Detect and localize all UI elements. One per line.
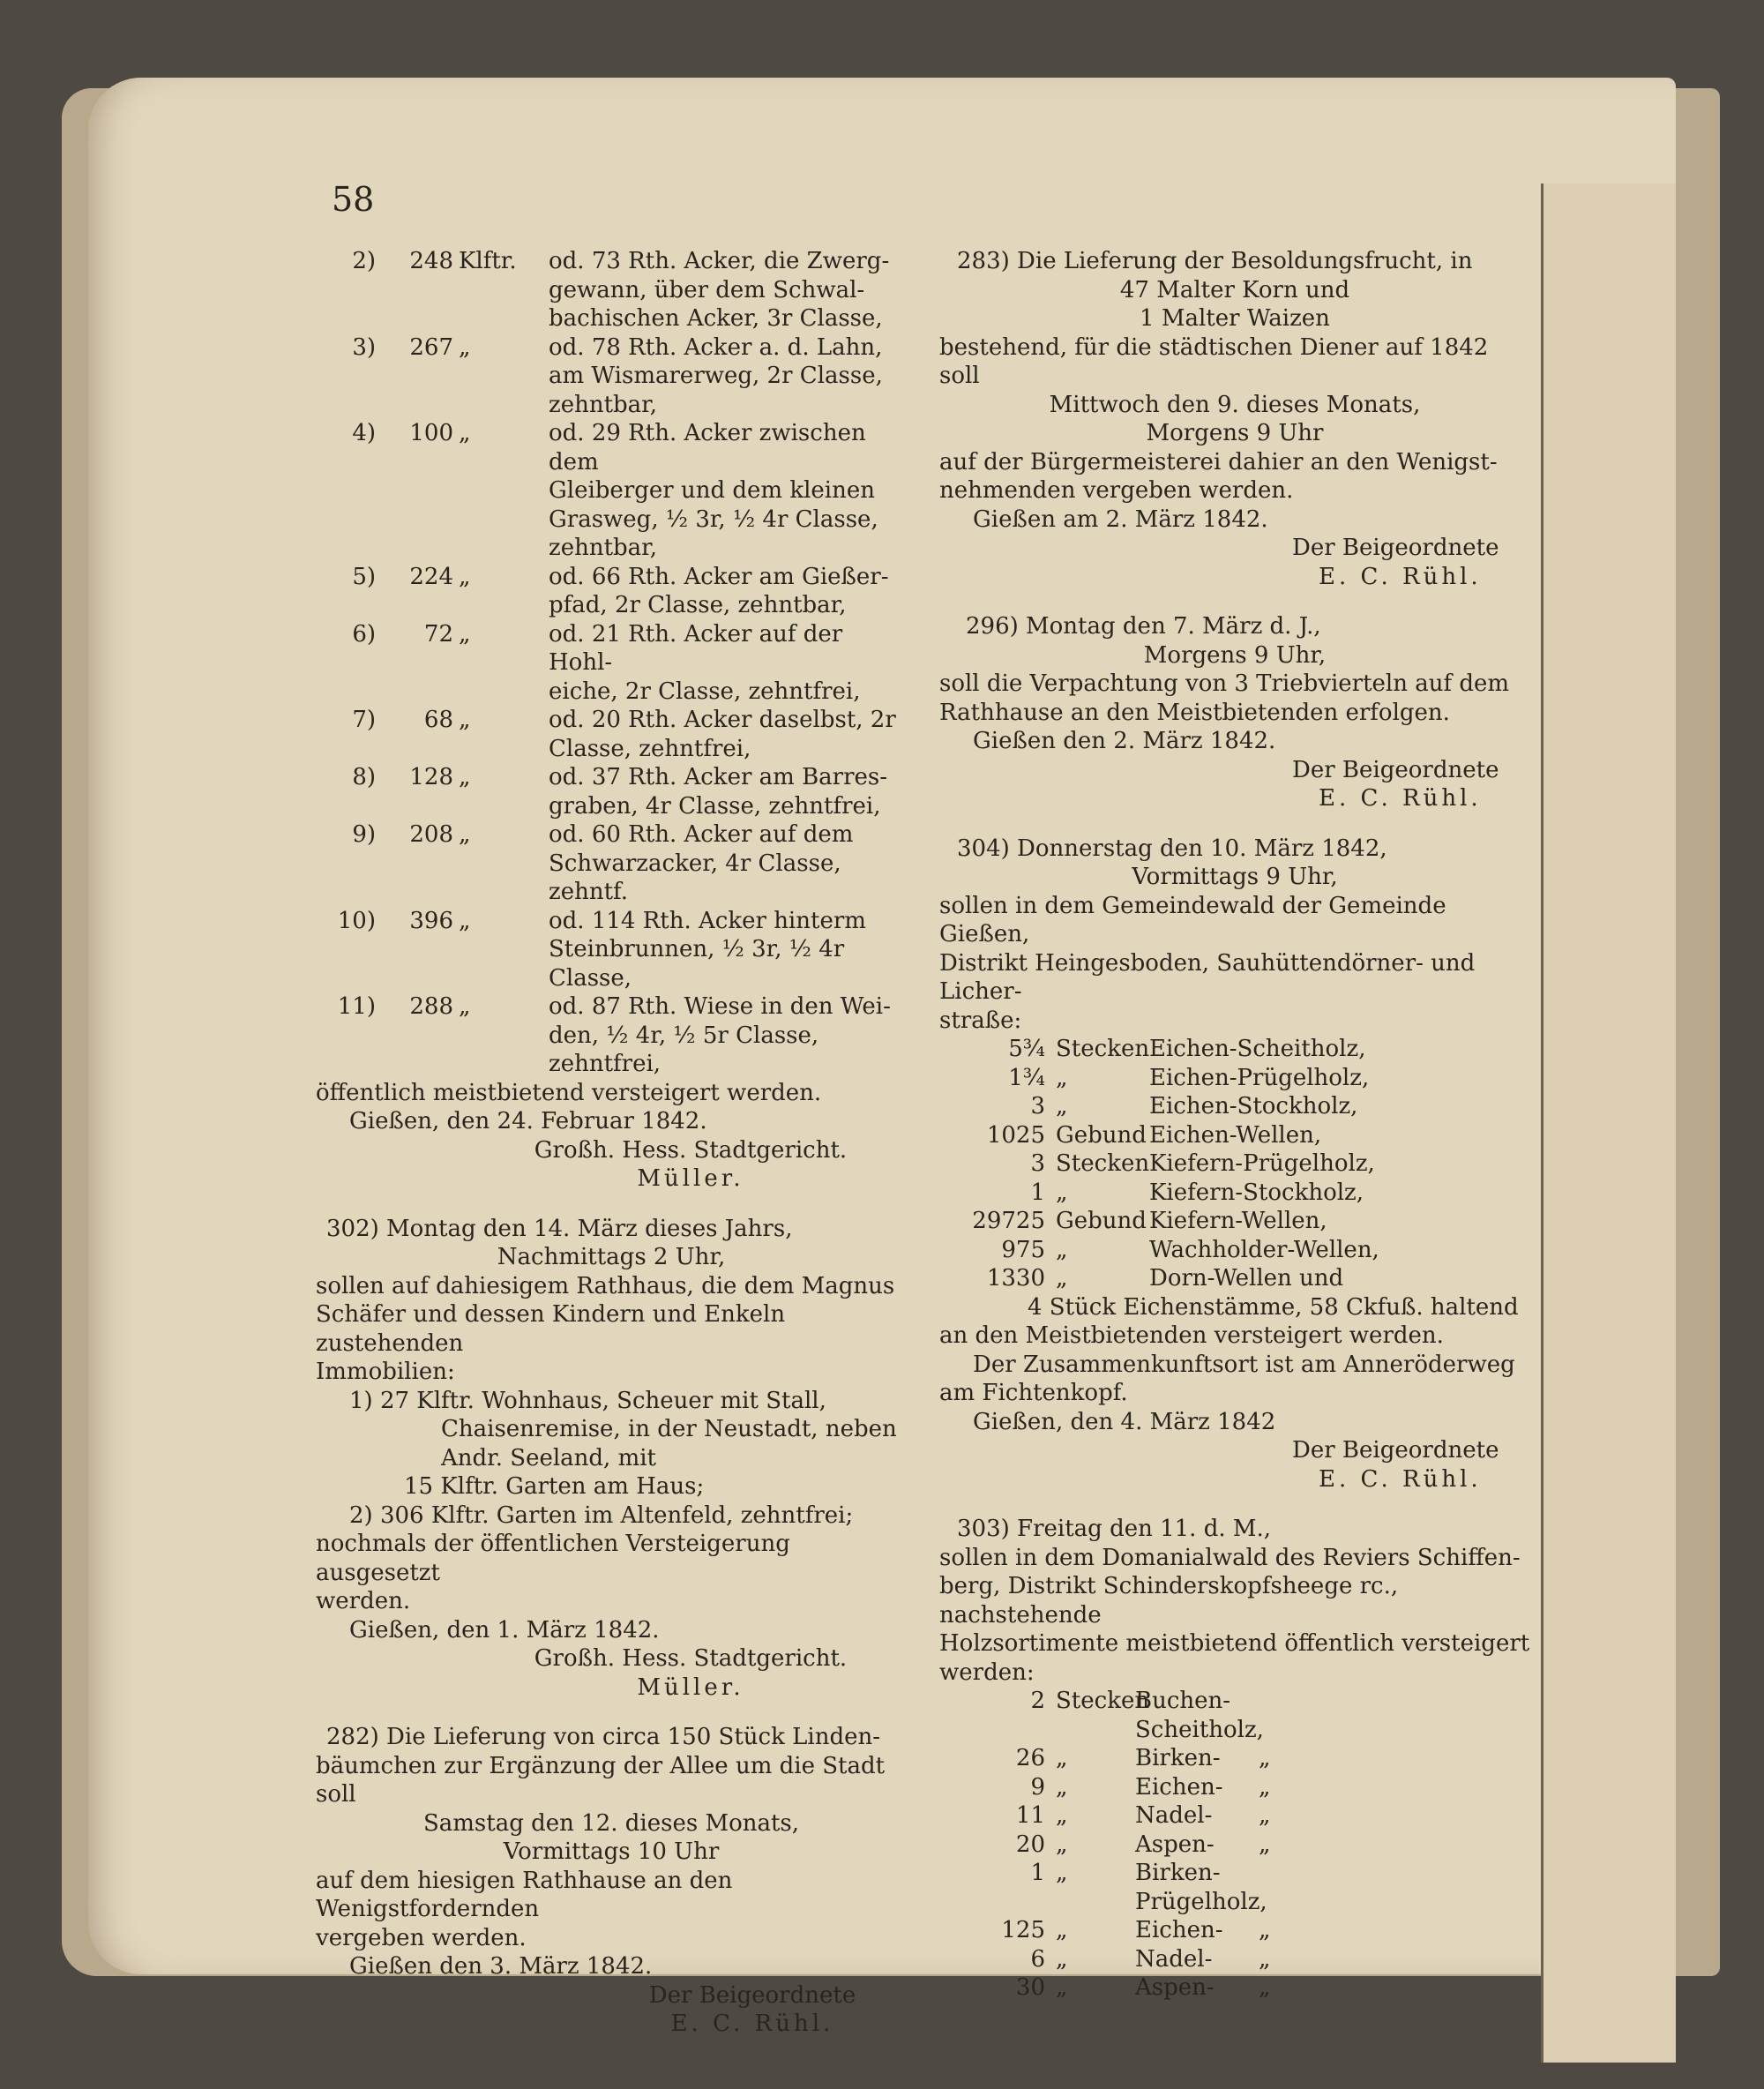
parcel-description: eiche, 2r Classe, zehntfrei,: [549, 678, 861, 705]
wood-row: [939, 1092, 1530, 1121]
land-parcel-row: [316, 563, 907, 592]
timber-ditto: „: [1259, 1802, 1271, 1829]
wood-unit: „: [1056, 1179, 1068, 1206]
parcel-description: zehntbar,: [549, 391, 658, 418]
list-signature-name: Müller.: [637, 1165, 744, 1192]
parcel-size: [376, 591, 453, 620]
parcel-unit: [453, 362, 549, 391]
land-parcel-row: [316, 591, 907, 620]
timber-quantity: 1: [1030, 1860, 1045, 1886]
notice-302-time: Nachmittags 2 Uhr,: [497, 1244, 726, 1270]
notice-304-tail: an den Meistbietenden versteigert werden.: [939, 1322, 1444, 1349]
parcel-description: od. 73 Rth. Acker, die Zwerg-: [549, 248, 890, 274]
land-parcel-row: [316, 333, 907, 363]
notice-296-time: Morgens 9 Uhr,: [1143, 641, 1327, 669]
timber-quantity: 11: [1015, 1802, 1045, 1829]
notice-302-tail-2: werden.: [316, 1588, 411, 1614]
page-number: 58: [332, 180, 375, 219]
parcel-description: Steinbrunnen, ½ 3r, ½ 4r: [549, 936, 845, 962]
parcel-unit: Klftr.: [459, 248, 517, 274]
wood-unit: „: [1056, 1064, 1068, 1091]
notice-302-body-3: Immobilien:: [316, 1359, 455, 1385]
parcel-description: Schwarzacker, 4r Classe, zehntf.: [549, 850, 841, 905]
wood-row: [939, 1264, 1530, 1293]
timber-type: Eichen-: [1135, 1773, 1223, 1801]
parcel-size: 224: [409, 563, 453, 590]
timber-type: Aspen-: [1135, 1974, 1215, 2001]
land-parcel-row: [316, 505, 907, 535]
parcel-description: od. 21 Rth. Acker auf der Hohl-: [549, 620, 843, 676]
notice-282-body-2: vergeben werden.: [316, 1924, 527, 1951]
notice-303-wood-list: [939, 1687, 1530, 2003]
parcel-number: 9): [352, 821, 376, 848]
parcel-size: [376, 534, 453, 563]
land-parcel-row: [316, 391, 907, 420]
land-parcel-row: [316, 763, 907, 792]
parcel-description: Grasweg, ½ 3r, ½ 4r Classe,: [549, 505, 878, 533]
parcel-unit: [453, 735, 549, 764]
notice-302-head: 302) Montag den 14. März dieses Jahrs,: [326, 1215, 793, 1242]
land-parcel-row: [316, 907, 907, 936]
timber-quantity: 6: [1030, 1945, 1045, 1973]
notice-283: [939, 247, 1530, 591]
parcel-size: [376, 505, 453, 535]
notice-304-signature-name: E. C. Rühl.: [1319, 1465, 1482, 1493]
timber-row: [939, 1801, 1530, 1831]
timber-quantity: 9: [1030, 1773, 1045, 1801]
land-parcel-row: [316, 792, 907, 821]
parcel-number: [316, 505, 376, 535]
timber-row: [939, 1859, 1530, 1916]
timber-quantity: 30: [1015, 1974, 1045, 2001]
parcel-size: [376, 391, 453, 420]
notice-282: [316, 1723, 907, 2039]
parcel-unit: [453, 1022, 549, 1051]
parcel-description: gewann, über dem Schwal-: [549, 276, 865, 303]
notice-302-date: Gießen, den 1. März 1842.: [349, 1616, 660, 1643]
notice-283-body2-1: auf der Bürgermeisterei dahier an den Wenigst-: [939, 448, 1498, 475]
wood-quantity: 29725: [972, 1208, 1045, 1234]
wood-unit: Gebund: [1056, 1121, 1147, 1149]
parcel-description: od. 78 Rth. Acker a. d. Lahn,: [549, 333, 883, 361]
wood-description: Dorn-Wellen und: [1149, 1265, 1344, 1292]
timber-unit: „: [1056, 1974, 1068, 2001]
notice-296-head: 296) Montag den 7. März d. J.,: [966, 613, 1321, 640]
land-parcel-row: [316, 419, 907, 476]
notice-302-item1-2: Chaisenremise, in der Neustadt, neben: [441, 1416, 897, 1442]
notice-283-head: 283) Die Lieferung der Besoldungsfrucht, in: [957, 248, 1473, 274]
parcel-unit: [453, 591, 549, 620]
wood-quantity: 975: [1001, 1236, 1045, 1263]
wood-unit: „: [1056, 1236, 1068, 1263]
timber-type: Nadel-: [1135, 1945, 1213, 1973]
wood-unit: „: [1056, 1265, 1068, 1292]
notice-282-head-2: bäumchen zur Ergänzung der Allee um die Stadt soll: [316, 1752, 886, 1808]
parcel-number: [316, 304, 376, 333]
notice-302-body-2: Schäfer und dessen Kindern und Enkeln zustehenden: [316, 1301, 786, 1357]
wood-quantity: 1: [1030, 1179, 1045, 1206]
parcel-number: 7): [352, 707, 376, 733]
parcel-size: 396: [409, 907, 453, 934]
notice-283-item2: 1 Malter Waizen: [1140, 305, 1330, 332]
notice-304-wood-list: [939, 1035, 1530, 1293]
wood-quantity: 1025: [986, 1121, 1045, 1149]
land-parcel-row: [316, 850, 907, 907]
parcel-unit: „: [459, 563, 471, 590]
list-tail: öffentlich meistbietend versteigert werden.: [316, 1079, 822, 1106]
wood-quantity: 1¾: [1008, 1064, 1045, 1091]
facing-page-edge: [1541, 183, 1676, 2063]
parcel-size: 128: [409, 764, 453, 790]
parcel-description: od. 29 Rth. Acker zwischen dem: [549, 420, 866, 475]
land-parcel-row: [316, 362, 907, 391]
timber-ditto: „: [1259, 1773, 1271, 1801]
land-parcel-row: [316, 992, 907, 1022]
timber-row: [939, 1973, 1530, 2003]
wood-unit: „: [1056, 1093, 1068, 1119]
wood-description: Kiefern-Wellen,: [1149, 1208, 1327, 1234]
timber-quantity: 26: [1015, 1745, 1045, 1771]
timber-unit: „: [1056, 1773, 1068, 1801]
parcel-size: 267: [409, 333, 453, 361]
notice-304: [939, 835, 1530, 1494]
land-parcel-row: [316, 1022, 907, 1051]
timber-unit: „: [1056, 1802, 1068, 1829]
parcel-unit: „: [459, 764, 471, 790]
parcel-description: Classe, zehntfrei,: [549, 735, 751, 762]
wood-unit: Stecken: [1056, 1036, 1150, 1062]
parcel-number: 4): [352, 420, 376, 446]
wood-row: [939, 1236, 1530, 1265]
notice-304-date: Gießen, den 4. März 1842: [973, 1408, 1276, 1435]
list-date: Gießen, den 24. Februar 1842.: [349, 1108, 707, 1134]
parcel-size: 68: [423, 707, 453, 733]
timber-unit: „: [1056, 1745, 1068, 1771]
parcel-size: 100: [409, 420, 453, 446]
parcel-size: [376, 792, 453, 821]
timber-type: Eichen-: [1135, 1917, 1223, 1943]
parcel-number: [316, 362, 376, 391]
notice-296-signature-name: E. C. Rühl.: [1319, 785, 1482, 812]
notice-303: [939, 1515, 1530, 2003]
land-parcel-row: [316, 706, 907, 735]
parcel-unit: „: [459, 993, 471, 1020]
right-column: [939, 247, 1530, 2003]
land-parcel-row: [316, 247, 907, 276]
notice-302-body-1: sollen auf dahiesigem Rathhaus, die dem Magnus: [316, 1272, 895, 1299]
notice-302-tail-1: nochmals der öffentlichen Versteigerung ausgesetzt: [316, 1531, 790, 1586]
wood-row: [939, 1149, 1530, 1179]
land-parcel-row: [316, 964, 907, 993]
notice-296-body-2: Rathhause an den Meistbietenden erfolgen.: [939, 699, 1450, 726]
parcel-description: od. 60 Rth. Acker auf dem: [549, 821, 854, 848]
notice-303-body-3: Holzsortimente meistbietend öffentlich versteigert: [939, 1630, 1530, 1657]
list-signature-office: Großh. Hess. Stadtgericht.: [534, 1136, 848, 1164]
parcel-size: [376, 735, 453, 764]
parcel-number: [316, 591, 376, 620]
parcel-size: [376, 935, 453, 964]
parcel-size: [376, 1050, 453, 1079]
notice-303-body-1: sollen in dem Domanialwald des Reviers Schiffen-: [939, 1544, 1521, 1571]
timber-type: Birken-: [1135, 1745, 1221, 1771]
notice-283-body2-2: nehmenden vergeben werden.: [939, 477, 1294, 504]
parcel-number: [316, 276, 376, 305]
parcel-number: 5): [352, 563, 376, 590]
parcel-unit: [453, 678, 549, 707]
parcel-description: pfad, 2r Classe, zehntbar,: [549, 592, 847, 618]
notice-282-date: Gießen den 3. März 1842.: [349, 1953, 653, 1980]
parcel-unit: [453, 391, 549, 420]
parcel-description: den, ½ 4r, ½ 5r Classe,: [549, 1022, 819, 1049]
land-parcel-row: [316, 276, 907, 305]
timber-type: Buchen-Scheitholz,: [1135, 1688, 1264, 1743]
notice-296-signature-office: Der Beigeordnete: [1292, 756, 1499, 783]
timber-row: [939, 1687, 1530, 1744]
parcel-number: [316, 735, 376, 764]
timber-row: [939, 1831, 1530, 1860]
parcel-unit: [453, 1050, 549, 1079]
parcel-unit: [453, 476, 549, 505]
notice-283-date: Gießen am 2. März 1842.: [973, 505, 1268, 533]
parcel-unit: [453, 935, 549, 964]
parcel-number: [316, 850, 376, 907]
parcel-size: [376, 362, 453, 391]
notice-282-signature-name: E. C. Rühl.: [670, 2010, 834, 2037]
notice-296: [939, 612, 1530, 813]
parcel-unit: „: [459, 907, 471, 934]
land-parcel-row: [316, 620, 907, 678]
notice-304-time: Vormittags 9 Uhr,: [1132, 864, 1338, 890]
parcel-size: [376, 1022, 453, 1051]
parcel-number: [316, 476, 376, 505]
parcel-number: [316, 935, 376, 964]
parcel-description: od. 20 Rth. Acker daselbst, 2r: [549, 707, 896, 733]
parcel-size: 288: [409, 993, 453, 1020]
timber-quantity: 125: [1001, 1917, 1045, 1943]
parcel-size: [376, 964, 453, 993]
wood-row: [939, 1121, 1530, 1150]
parcel-unit: [453, 505, 549, 535]
timber-ditto: „: [1259, 1974, 1271, 2001]
wood-quantity: 3: [1030, 1150, 1045, 1177]
notice-302-item1-1: 1) 27 Klftr. Wohnhaus, Scheuer mit Stall,: [349, 1387, 826, 1414]
notice-302-item1-3: Andr. Seeland, mit: [441, 1444, 657, 1471]
wood-description: Eichen-Stockholz,: [1149, 1093, 1358, 1119]
parcel-description: bachischen Acker, 3r Classe,: [549, 305, 883, 332]
parcel-number: [316, 1050, 376, 1079]
wood-description: Kiefern-Stockholz,: [1149, 1179, 1364, 1206]
parcel-size: [376, 304, 453, 333]
timber-quantity: 2: [1030, 1688, 1045, 1714]
notice-282-time: Vormittags 10 Uhr: [503, 1838, 720, 1865]
notice-282-signature-office: Der Beigeordnete: [648, 1981, 856, 2009]
notice-304-head: 304) Donnerstag den 10. März 1842,: [957, 835, 1387, 862]
notice-296-body-1: soll die Verpachtung von 3 Triebvierteln auf dem: [939, 670, 1510, 697]
notice-304-meet-2: am Fichtenkopf.: [939, 1380, 1128, 1406]
wood-unit: Stecken: [1056, 1150, 1150, 1177]
parcel-unit: [453, 276, 549, 305]
timber-ditto: „: [1259, 1745, 1271, 1771]
left-column: [316, 247, 907, 2039]
timber-row: [939, 1744, 1530, 1773]
parcel-number: 10): [337, 907, 376, 934]
wood-description: Eichen-Prügelholz,: [1149, 1064, 1370, 1091]
parcel-description: Gleiberger und dem kleinen: [549, 477, 875, 504]
notice-303-head: 303) Freitag den 11. d. M.,: [957, 1516, 1272, 1542]
wood-quantity: 3: [1030, 1093, 1045, 1119]
notice-302-signature-name: Müller.: [637, 1673, 744, 1701]
notice-283-time: Morgens 9 Uhr: [1146, 420, 1324, 446]
notice-282-body-1: auf dem hiesigen Rathhause an den Wenigstfordernden: [316, 1867, 733, 1922]
parcel-description: zehntbar,: [549, 535, 658, 561]
parcel-size: 72: [423, 620, 453, 648]
land-parcel-row: [316, 935, 907, 964]
parcel-description: od. 87 Rth. Wiese in den Wei-: [549, 993, 891, 1020]
notice-304-body-2: Distrikt Heingesboden, Sauhüttendörner- und Licher-: [939, 949, 1476, 1005]
timber-ditto: [1259, 1687, 1530, 1744]
land-parcel-list: [316, 247, 907, 1079]
notice-303-body-2: berg, Distrikt Schinderskopfsheege rc., nachstehende: [939, 1573, 1399, 1629]
timber-ditto: „: [1259, 1917, 1271, 1943]
notice-302-item2: 2) 306 Klftr. Garten im Altenfeld, zehntfrei;: [349, 1501, 854, 1529]
notice-282-day: Samstag den 12. dieses Monats,: [422, 1809, 800, 1837]
timber-unit: „: [1056, 1917, 1068, 1943]
timber-unit: „: [1056, 1860, 1068, 1886]
land-parcel-row: [316, 678, 907, 707]
parcel-size: 208: [409, 821, 453, 848]
notice-283-day: Mittwoch den 9. dieses Monats,: [1049, 391, 1421, 418]
parcel-unit: [453, 534, 549, 563]
notice-283-item1: 47 Malter Korn und: [1119, 276, 1350, 303]
parcel-unit: [453, 792, 549, 821]
land-parcel-row: [316, 1050, 907, 1079]
timber-unit: „: [1056, 1945, 1068, 1973]
parcel-size: [376, 850, 453, 907]
wood-quantity: 1330: [986, 1265, 1045, 1292]
wood-description: Kiefern-Prügelholz,: [1149, 1150, 1375, 1177]
timber-ditto: [1259, 1859, 1530, 1916]
parcel-number: [316, 534, 376, 563]
parcel-description: am Wismarerweg, 2r Classe,: [549, 363, 883, 389]
notice-283-signature-name: E. C. Rühl.: [1319, 563, 1482, 590]
parcel-number: 6): [352, 620, 376, 648]
parcel-unit: „: [459, 821, 471, 848]
parcel-number: 8): [352, 764, 376, 790]
land-parcel-row: [316, 735, 907, 764]
parcel-number: [316, 964, 376, 993]
notice-304-body-1: sollen in dem Gemeindewald der Gemeinde Gießen,: [939, 892, 1446, 947]
wood-row: [939, 1035, 1530, 1064]
parcel-number: [316, 792, 376, 821]
parcel-unit: „: [459, 707, 471, 733]
wood-description: Eichen-Scheitholz,: [1149, 1036, 1366, 1062]
parcel-size: 248: [409, 248, 453, 274]
parcel-description: zehntfrei,: [549, 1051, 662, 1077]
timber-unit: „: [1056, 1831, 1068, 1858]
parcel-unit: [453, 850, 549, 907]
wood-quantity: 5¾: [1008, 1036, 1045, 1062]
timber-quantity: 20: [1015, 1831, 1045, 1858]
timber-type: Aspen-: [1135, 1831, 1215, 1858]
wood-row: [939, 1207, 1530, 1236]
parcel-unit: „: [459, 333, 471, 361]
parcel-number: 2): [352, 248, 376, 274]
land-parcel-row: [316, 534, 907, 563]
notice-304-signature-office: Der Beigeordnete: [1292, 1437, 1499, 1464]
notice-296-date: Gießen den 2. März 1842.: [973, 728, 1276, 754]
notice-304-meet-1: Der Zusammenkunftsort ist am Anneröderweg: [973, 1351, 1515, 1378]
parcel-number: 3): [352, 333, 376, 361]
parcel-description: od. 66 Rth. Acker am Gießer-: [549, 563, 889, 590]
parcel-description: Classe,: [549, 964, 632, 992]
notice-283-body1: bestehend, für die städtischen Diener auf 1842 soll: [939, 333, 1489, 389]
parcel-description: od. 37 Rth. Acker am Barres-: [549, 764, 888, 790]
timber-unit: Stecken: [1056, 1688, 1150, 1714]
parcel-unit: [453, 304, 549, 333]
wood-row: [939, 1064, 1530, 1093]
timber-ditto: „: [1259, 1945, 1271, 1973]
timber-row: [939, 1773, 1530, 1802]
parcel-size: [376, 276, 453, 305]
parcel-number: [316, 391, 376, 420]
wood-row: [939, 1179, 1530, 1208]
wood-description: Wachholder-Wellen,: [1149, 1236, 1379, 1263]
timber-ditto: „: [1259, 1831, 1271, 1858]
parcel-number: [316, 678, 376, 707]
wood-unit: Gebund: [1056, 1208, 1147, 1234]
timber-type: Nadel-: [1135, 1802, 1213, 1829]
parcel-description: graben, 4r Classe, zehntfrei,: [549, 792, 881, 820]
parcel-unit: „: [459, 620, 471, 648]
wood-description: Eichen-Wellen,: [1149, 1121, 1322, 1149]
land-parcel-row: [316, 820, 907, 850]
parcel-number: 11): [337, 993, 376, 1020]
parcel-unit: „: [459, 420, 471, 446]
notice-302-signature-office: Großh. Hess. Stadtgericht.: [534, 1645, 848, 1672]
land-parcel-row: [316, 476, 907, 505]
parcel-unit: [453, 964, 549, 993]
parcel-size: [376, 476, 453, 505]
notice-304-body-3: straße:: [939, 1007, 1022, 1034]
parcel-number: [316, 1022, 376, 1051]
land-parcel-row: [316, 304, 907, 333]
parcel-description: od. 114 Rth. Acker hinterm: [549, 907, 866, 934]
notice-282-head-1: 282) Die Lieferung von circa 150 Stück Linden-: [326, 1724, 880, 1750]
timber-row: [939, 1916, 1530, 1945]
notice-302-item1-4: 15 Klftr. Garten am Haus;: [404, 1473, 705, 1500]
notice-302: [316, 1215, 907, 1703]
timber-row: [939, 1945, 1530, 1974]
notice-283-signature-office: Der Beigeordnete: [1292, 535, 1499, 561]
timber-type: Birken-Prügelholz,: [1135, 1860, 1267, 1915]
notice-304-trees: 4 Stück Eichenstämme, 58 Ckfuß. haltend: [1028, 1293, 1519, 1321]
notice-303-body-4: werden:: [939, 1658, 1035, 1686]
parcel-size: [376, 678, 453, 707]
